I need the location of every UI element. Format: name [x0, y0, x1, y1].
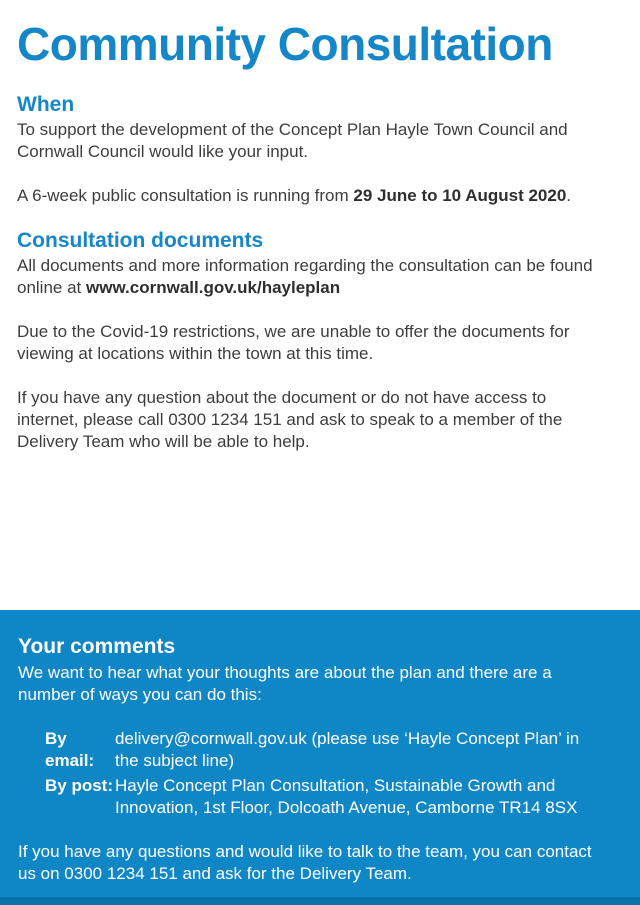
comments-heading: Your comments: [18, 635, 176, 658]
comments-intro: We want to hear what your thoughts are about the plan and there are a number of ways you can do this:: [18, 663, 552, 705]
contact-label-post: By post:: [45, 776, 113, 796]
contact-value-email: delivery@cornwall.gov.uk (please use ‘Hayle Concept Plan’ in the subject line): [115, 729, 580, 771]
contact-label-email: By email:: [45, 729, 95, 771]
footer-bar: [0, 897, 640, 905]
comments-panel: [0, 610, 640, 897]
contact-value-post: Hayle Concept Plan Consultation, Sustainable Growth and Innovation, 1st Floor, Dolcoath Avenue, Camborne TR14 8SX: [115, 776, 578, 818]
covid-restrictions-paragraph: Due to the Covid-19 restrictions, we are unable to offer the documents for viewing at locations within the town at this time.: [17, 322, 570, 364]
when-intro-paragraph: To support the development of the Concept Plan Hayle Town Council and Cornwall Council would like your input.: [17, 120, 568, 162]
when-heading: When: [17, 93, 75, 117]
consultation-dates-bold: 29 June to 10 August 2020: [353, 186, 567, 206]
contact-methods-list: [45, 728, 600, 819]
page-title: Community Consultation: [17, 18, 553, 70]
consultation-period-paragraph: [17, 185, 602, 207]
documents-url-bold: www.cornwall.gov.uk/hayleplan: [86, 278, 341, 298]
documents-heading: Consultation documents: [17, 229, 264, 253]
phone-help-paragraph: If you have any question about the document or do not have access to internet, please call 0300 1234 151 and ask to speak to a member of the Delivery Team who will be able to help.: [17, 388, 563, 452]
documents-online-paragraph: [17, 255, 602, 299]
period-suffix-text: .: [566, 186, 572, 206]
comments-closing: If you have any questions and would like to talk to the team, you can contact us on 0300 1234 151 and ask for the Delivery Team.: [18, 842, 592, 884]
online-prefix-text: All documents and more information regarding the consultation can be found online at: [17, 256, 593, 298]
period-prefix-text: A 6-week public consultation is running from: [17, 186, 354, 206]
